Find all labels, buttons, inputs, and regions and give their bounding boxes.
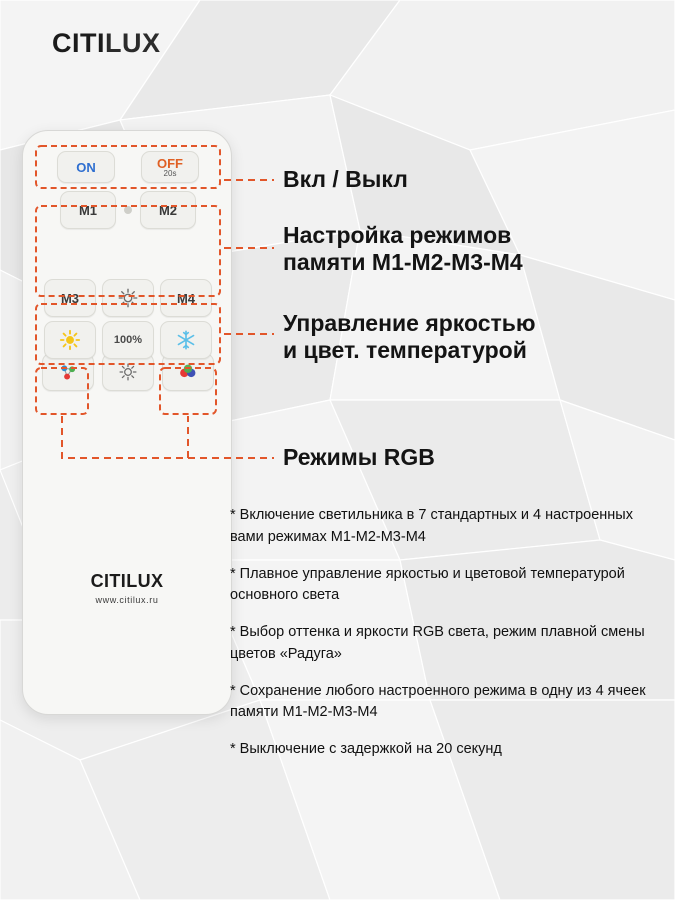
row-power [35, 151, 221, 183]
note-item: * Сохранение любого настроенного режима в одну из 4 ячеек памяти M1-M2-M3-M4 [230, 682, 646, 721]
callout-label-memory [283, 222, 523, 276]
warm-light-button[interactable] [44, 321, 96, 359]
page-title [52, 28, 161, 59]
callout-bright-line2: и цвет. температурой [283, 337, 527, 364]
sun-small-icon [118, 362, 138, 382]
brightness-percent-label: 100% [113, 334, 143, 346]
notes-list [230, 505, 655, 776]
brand-citi: CITI [52, 28, 105, 58]
remote-brand-citi: CITI [90, 571, 127, 591]
callout-memory-line1: Настройка режимов [283, 222, 512, 248]
full-brightness-button[interactable] [102, 321, 154, 359]
color-circles-icon [176, 361, 200, 383]
note-item: * Выбор оттенка и яркости RGB света, режим плавной смены цветов «Радуга» [230, 624, 645, 662]
warm-sun-icon [59, 329, 81, 351]
indicator-dot [124, 206, 132, 214]
remote-brand [23, 571, 231, 592]
note-item: * Включение светильника в 7 стандартных и 4 настроенных вами режимах M1-M2-M3-M4 [230, 507, 633, 545]
remote-url: www.citilux.ru [95, 595, 159, 605]
callout-memory-line2: памяти M1-M2-M3-M4 [283, 249, 523, 276]
on-button[interactable] [57, 151, 115, 183]
sun-icon [118, 288, 138, 308]
callout-bright-line1: Управление яркостью [283, 310, 536, 336]
callout-label-power: Вкл / Выкл [283, 166, 408, 192]
callout-label-brightness [283, 310, 536, 364]
remote-keypad [35, 151, 221, 399]
memory-m3-button[interactable] [44, 279, 96, 317]
remote-brand-lux: LUX [126, 571, 164, 591]
brand-lux: LUX [105, 28, 161, 58]
memory-m2-button[interactable] [140, 191, 196, 229]
on-button-label: ON [76, 159, 96, 175]
control-cross [40, 237, 216, 357]
snowflake-icon [175, 329, 197, 351]
rgb-molecule-icon [57, 361, 79, 383]
note-item: * Плавное управление яркостью и цветовой температурой основного света [230, 565, 625, 604]
remote-control [22, 130, 232, 715]
row-memory-1 [35, 191, 221, 229]
off-button[interactable] [141, 151, 199, 183]
m3-label: M3 [60, 290, 80, 306]
callout-label-rgb: Режимы RGB [283, 444, 435, 470]
m2-label: M2 [158, 202, 178, 218]
cold-light-button[interactable] [160, 321, 212, 359]
off-button-label: OFF [157, 155, 183, 171]
memory-m1-button[interactable] [60, 191, 116, 229]
note-item: * Выключение с задержкой на 20 секунд [230, 741, 502, 757]
off-delay-label: 20s [163, 168, 177, 178]
m4-label: M4 [176, 290, 196, 306]
remote-footer [23, 571, 231, 605]
memory-m4-button[interactable] [160, 279, 212, 317]
m1-label: M1 [78, 202, 98, 218]
brightness-up-button[interactable] [102, 279, 154, 317]
